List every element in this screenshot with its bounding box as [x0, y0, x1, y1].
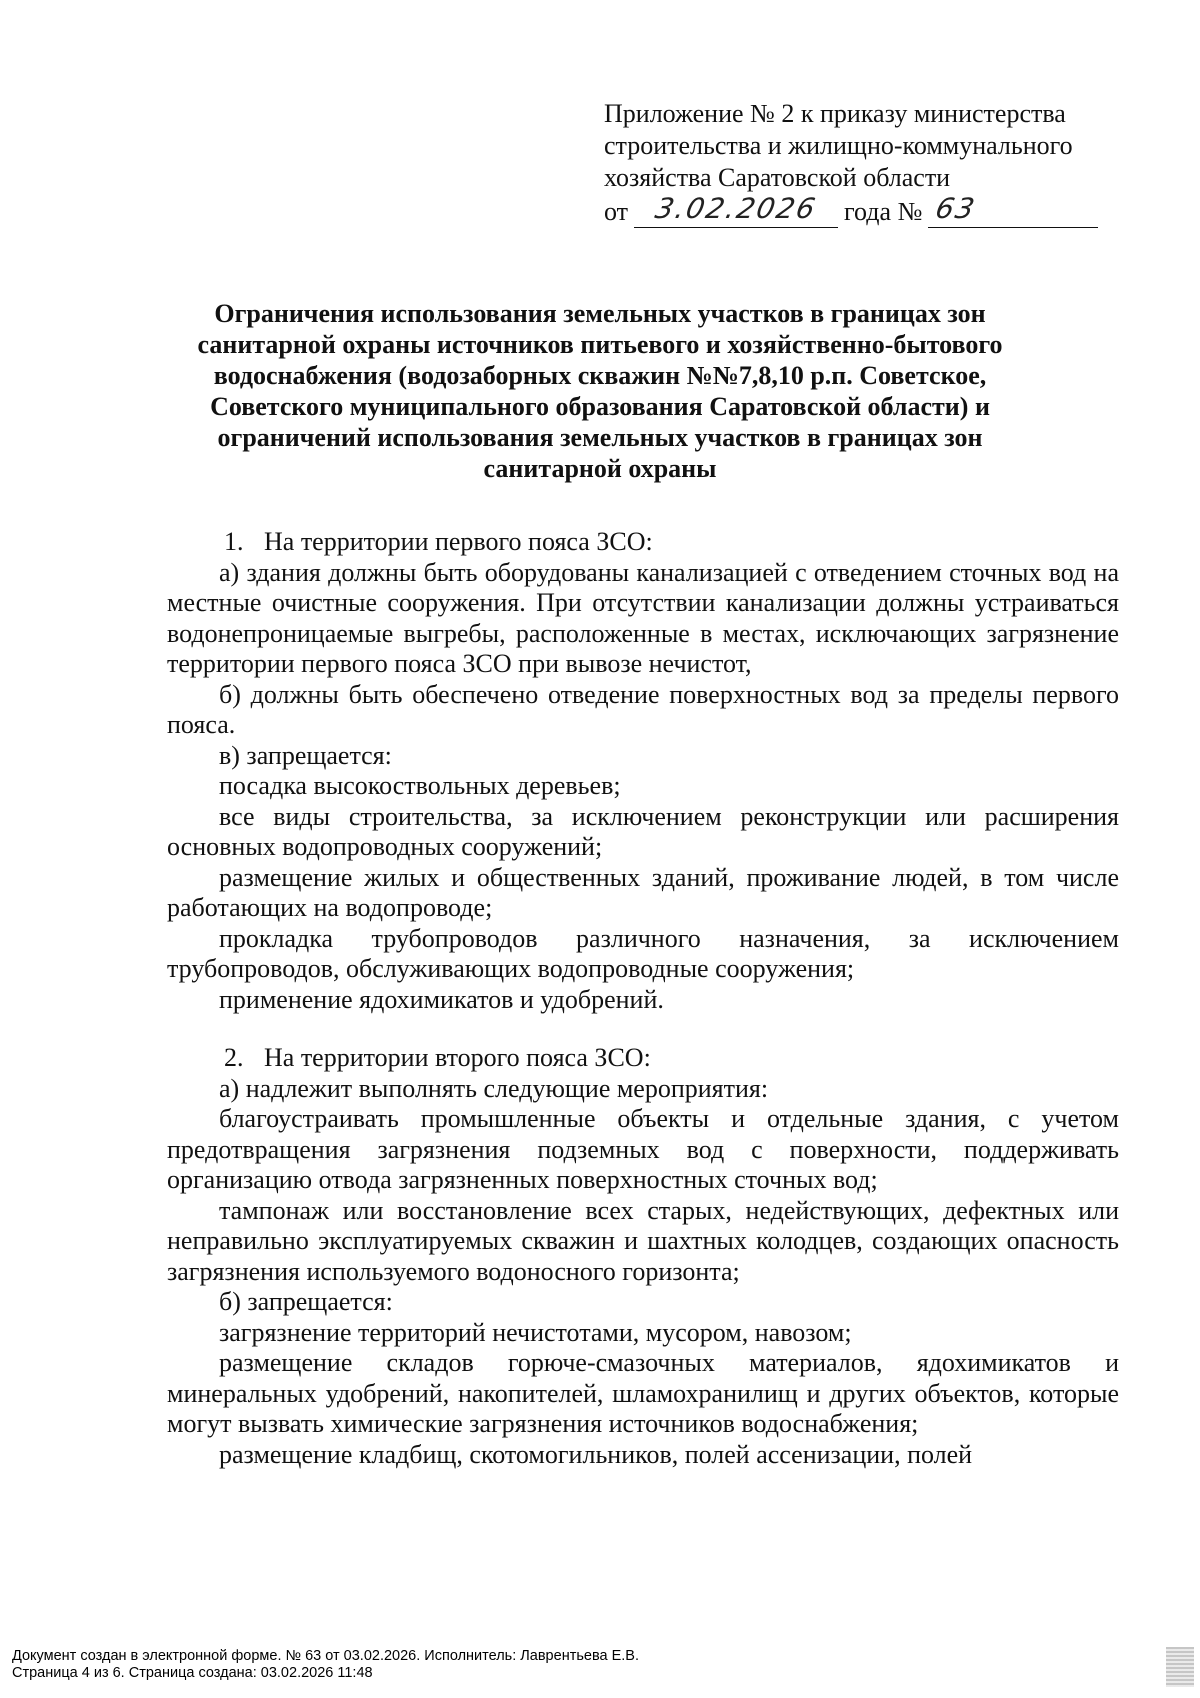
paragraph: размещение жилых и общественных зданий, проживание людей, в том числе работающих на водопроводе; [167, 862, 1119, 922]
paragraph: а) здания должны быть оборудованы канализацией с отведением сточных вод на местные очистные сооружения. При отсутствии канализации должны устраиваться водонепроницаемые выгребы, расположенные в местах, исключающих загрязнение территории первого пояса ЗСО при вывозе нечистот, [167, 557, 1119, 678]
paragraph: размещение кладбищ, скотомогильников, полей ассенизации, полей [219, 1439, 973, 1469]
paragraph: загрязнение территорий нечистотами, мусором, навозом; [219, 1317, 852, 1347]
section-2-heading-text: На территории второго пояса ЗСО: [264, 1043, 651, 1072]
year-number-label: года № [844, 197, 923, 226]
section-2-heading [167, 1043, 1119, 1074]
paragraph: размещение складов горюче-смазочных материалов, ядохимикатов и минеральных удобрений, накопителей, шламохранилищ и других объектов, которые могут вызвать химические загрязнения источников водоснабжения; [167, 1348, 1119, 1438]
appendix-line-3: хозяйства Саратовской области [604, 163, 951, 192]
section-1-heading-text: На территории первого пояса ЗСО: [264, 527, 653, 556]
handwritten-number: 63 [932, 192, 980, 225]
title-line: Ограничения использования земельных участков в границах зон [214, 299, 986, 328]
footer-stamp-icon [1166, 1647, 1194, 1687]
footer-line-1: Документ создан в электронной форме. № 63 от 03.02.2026. Исполнитель: Лаврентьева Е.В. [12, 1648, 639, 1664]
appendix-header [604, 98, 1124, 228]
number-field [928, 192, 1098, 228]
electronic-document-footer [12, 1648, 1112, 1682]
title-line: санитарной охраны [483, 454, 717, 483]
paragraph: а) надлежит выполнять следующие мероприятия: [219, 1073, 769, 1103]
title-line: ограничений использования земельных участков в границах зон [217, 423, 983, 452]
section-spacer [167, 1015, 1119, 1043]
section-1-heading [167, 527, 1119, 558]
paragraph: все виды строительства, за исключением реконструкции или расширения основных водопроводных сооружений; [167, 801, 1119, 861]
date-field [634, 192, 838, 228]
appendix-line-1: Приложение № 2 к приказу министерства [604, 99, 1066, 128]
title-line: санитарной охраны источников питьевого и хозяйственно-бытового [197, 330, 1003, 359]
title-line: Советского муниципального образования Саратовской области) и [210, 392, 990, 421]
paragraph: б) запрещается: [219, 1287, 393, 1316]
order-date-row [604, 192, 1124, 228]
paragraph: посадка высокоствольных деревьев; [219, 771, 621, 800]
title-line: водоснабжения (водозаборных скважин №№7,8,10 р.п. Советское, [213, 361, 987, 390]
document-title [160, 298, 1040, 484]
paragraph: б) должны быть обеспечено отведение поверхностных вод за пределы первого пояса. [167, 679, 1119, 739]
footer-line-2: Страница 4 из 6. Страница создана: 03.02.2026 11:48 [12, 1665, 373, 1681]
section-1-number: 1. [224, 527, 244, 556]
document-body [167, 527, 1119, 1470]
paragraph: тампонаж или восстановление всех старых, недействующих, дефектных или неправильно эксплуатируемых скважин и шахтных колодцев, создающих опасность загрязнения используемого водоносного горизонта; [167, 1195, 1119, 1286]
section-2-number: 2. [224, 1043, 244, 1072]
appendix-line-2: строительства и жилищно-коммунального [604, 131, 1073, 160]
paragraph: в) запрещается: [219, 740, 392, 770]
from-label: от [604, 197, 629, 226]
paragraph: благоустраивать промышленные объекты и отдельные здания, с учетом предотвращения загрязнения подземных вод с поверхности, поддерживать организацию отвода загрязненных поверхностных сточных вод; [167, 1104, 1119, 1194]
paragraph: применение ядохимикатов и удобрений. [219, 984, 664, 1014]
handwritten-date: 3.02.2026 [652, 192, 820, 225]
paragraph: прокладка трубопроводов различного назначения, за исключением трубопроводов, обслуживающих водопроводные сооружения; [167, 923, 1119, 983]
